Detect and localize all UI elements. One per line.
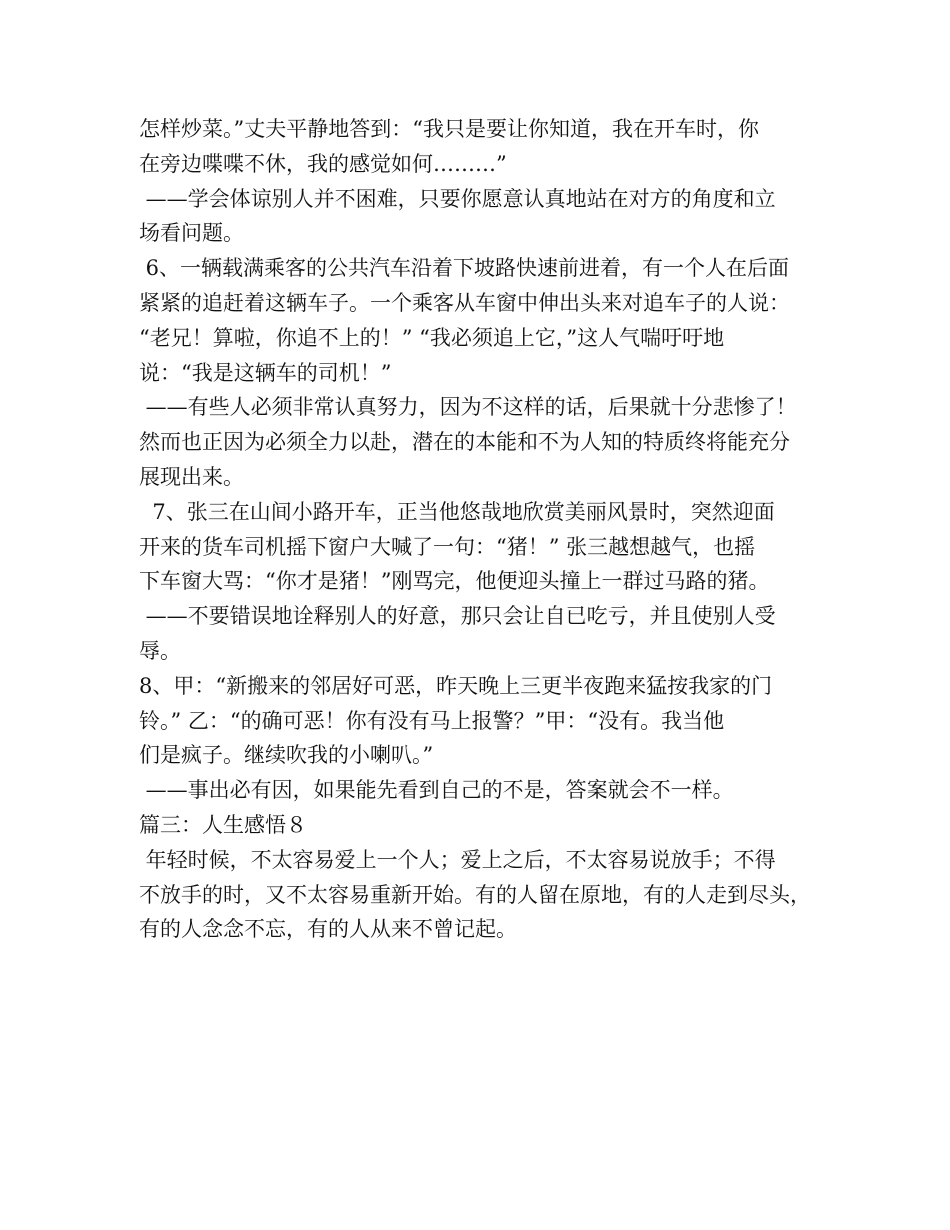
text-line: 不放手的时，又不太容易重新开始。有的人留在原地，有的人走到尽头，	[139, 882, 811, 907]
section-heading: 篇三：人生感悟８	[139, 812, 307, 837]
text-line: 铃。” 乙：“的确可恶！你有没有马上报警？”甲：“没有。我当他	[139, 708, 725, 733]
text-line: ——事出必有因，如果能先看到自己的不是，答案就会不一样。	[139, 778, 734, 803]
text-line: 6、一辆载满乘客的公共汽车沿着下坡路快速前进着，有一个人在后面	[139, 256, 790, 281]
text-line: 开来的货车司机摇下窗户大喊了一句：“猪！” 张三越想越气，也摇	[139, 534, 756, 559]
text-line: 下车窗大骂：“你才是猪！”刚骂完，他便迎头撞上一群过马路的猪。	[139, 569, 770, 594]
text-line: ——学会体谅别人并不困难，只要你愿意认真地站在对方的角度和立	[139, 186, 776, 211]
text-line: 然而也正因为必须全力以赴，潜在的本能和不为人知的特质终将能充分	[139, 430, 790, 455]
text-line: 场看问题。	[139, 221, 244, 246]
text-line: 辱。	[139, 638, 181, 663]
text-line: ——不要错误地诠释别人的好意，那只会让自已吃亏，并且使别人受	[139, 604, 776, 629]
text-line: 有的人念念不忘，有的人从来不曾记起。	[139, 917, 517, 942]
text-line: 说：“我是这辆车的司机！”	[139, 360, 392, 385]
text-line: 们是疯子。继续吹我的小喇叭。”	[139, 743, 434, 768]
text-line: 展现出来。	[139, 464, 244, 489]
text-line: ——有些人必须非常认真努力，因为不这样的话，后果就十分悲惨了！	[139, 395, 797, 420]
document-body-text	[139, 112, 829, 947]
text-line: 在旁边喋喋不休，我的感觉如何………”	[139, 151, 507, 176]
text-line: 8、甲：“新搬来的邻居好可恶，昨天晚上三更半夜跑来猛按我家的门	[139, 673, 773, 698]
text-line: 7、张三在山间小路开车，正当他悠哉地欣赏美丽风景时，突然迎面	[139, 499, 775, 524]
text-line: 年轻时候，不太容易爱上一个人；爱上之后，不太容易说放手；不得	[139, 847, 776, 872]
text-line: “老兄！算啦，你追不上的！” “我必须追上它，”这人气喘吁吁地	[139, 325, 725, 350]
text-line: 怎样炒菜。”丈夫平静地答到：“我只是要让你知道，我在开车时，你	[139, 117, 759, 141]
text-line: 紧紧的追赶着这辆车子。一个乘客从车窗中伸出头来对追车子的人说：	[139, 290, 790, 315]
